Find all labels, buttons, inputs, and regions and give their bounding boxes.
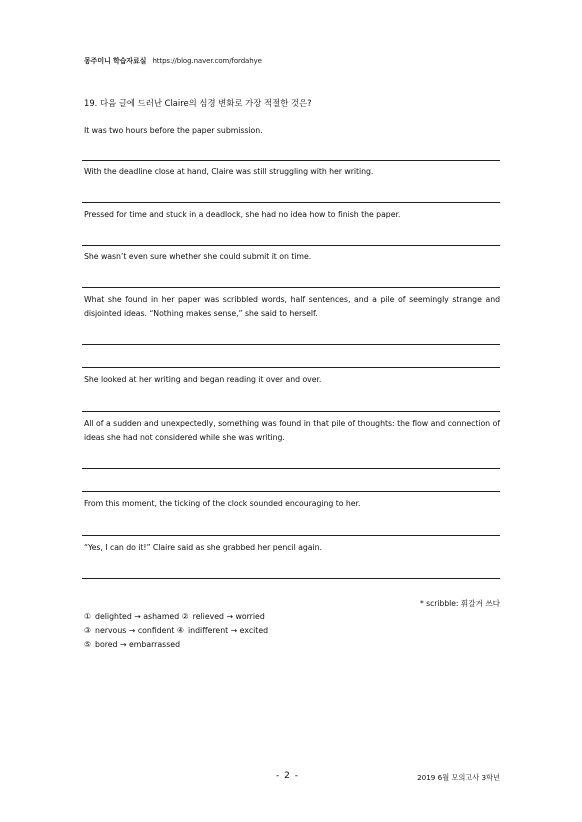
answer-line xyxy=(82,245,500,246)
sentence-6: She looked at her writing and began reading it over and over. xyxy=(84,375,322,384)
answer-line xyxy=(82,578,500,579)
footnote: * scribble: 휘갈겨 쓰다 xyxy=(419,599,500,608)
answer-line xyxy=(82,535,500,536)
page-number: - 2 - xyxy=(276,771,299,781)
answer-line xyxy=(82,160,500,161)
sentence-1: It was two hours before the paper submission. xyxy=(84,126,263,135)
sentence-4: She wasn’t even sure whether she could submit it on time. xyxy=(84,252,312,261)
answer-line xyxy=(82,411,500,412)
answer-line xyxy=(82,344,500,345)
option-row xyxy=(84,624,268,638)
sentence-9: “Yes, I can do it!” Claire said as she grabbed her pencil again. xyxy=(84,543,322,552)
answer-line xyxy=(82,367,500,368)
sentence-3: Pressed for time and stuck in a deadlock, she had no idea how to finish the paper. xyxy=(84,210,401,219)
answer-line xyxy=(82,202,500,203)
option-row xyxy=(84,638,180,652)
sentence-7: All of a sudden and unexpectedly, something was found in that pile of thoughts: the flow and connection of ideas she had not considered while she was writing. xyxy=(84,419,500,442)
header-url[interactable]: https://blog.naver.com/fordahye xyxy=(152,57,262,65)
option-4[interactable]: ④ indifferent → excited xyxy=(176,626,269,635)
option-1[interactable]: ① delighted → ashamed xyxy=(84,612,180,621)
answer-line xyxy=(82,468,500,469)
page-header xyxy=(84,56,262,66)
exam-label: 2019 6월 모의고사 3학년 xyxy=(417,773,500,782)
answer-line xyxy=(82,491,500,492)
sentence-8: From this moment, the ticking of the clock sounded encouraging to her. xyxy=(84,499,361,508)
option-5[interactable]: ⑤ bored → embarrassed xyxy=(84,640,181,649)
option-row xyxy=(84,610,265,624)
option-3[interactable]: ③ nervous → confident xyxy=(84,626,175,635)
header-brand: 몽주미니 학습자료실 xyxy=(84,57,147,65)
sentence-2: With the deadline close at hand, Claire was still struggling with her writing. xyxy=(84,167,374,176)
question-title: 19. 다음 글에 드러난 Claire의 심경 변화로 가장 적절한 것은? xyxy=(84,98,312,108)
sentence-5: What she found in her paper was scribbled words, half sentences, and a pile of seemingly strange and disjointed ideas. “Nothing makes sense,” she said to herself. xyxy=(84,295,500,318)
answer-line xyxy=(82,287,500,288)
option-2[interactable]: ② relieved → worried xyxy=(181,612,265,621)
